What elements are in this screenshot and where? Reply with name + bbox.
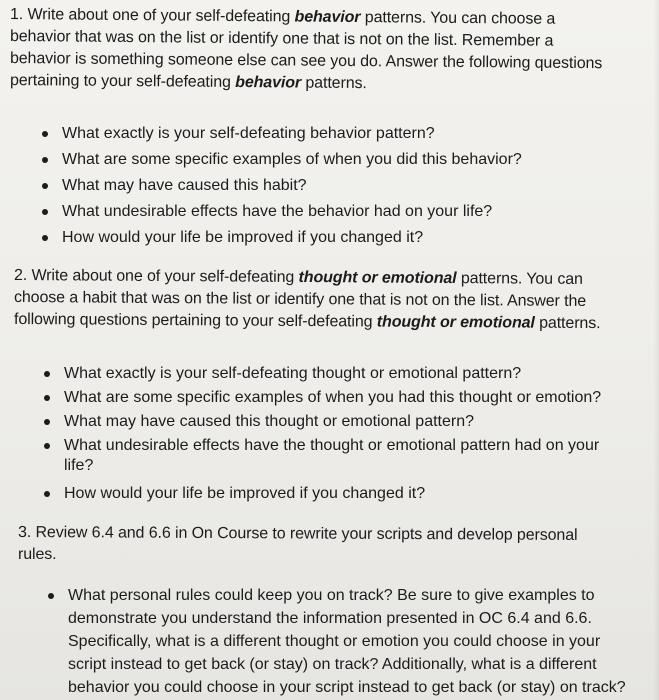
section2-line1: 2. Write about one of your self-defeating thought or emotional patterns. You can — [13, 267, 583, 288]
bullet-icon — [44, 491, 50, 497]
list-item: What are some specific examples of when you did this behavior? — [40, 150, 522, 170]
list-item: What are some specific examples of when you had this thought or emotion? — [42, 388, 601, 408]
bullet-icon — [42, 235, 48, 241]
list-item: What personal rules could keep you on track? Be sure to give examples to demonstrate you understand the information presented in OC 6.4 and 6.6. Specifically, what is a different thought or emotion you could choose in your script instead to get back (or stay) on track? Additionally, what is a different behavior you could choose in your script instead to get back (or stay) on track? — [46, 584, 626, 699]
list-item: What exactly is your self-defeating thought or emotional pattern? — [42, 364, 601, 384]
bullet-icon — [48, 593, 54, 599]
section1-line3: behavior is something someone else can see you do. Answer the following questions — [9, 50, 603, 73]
section1-line1: 1. Write about one of your self-defeating behavior patterns. You can choose a — [9, 6, 556, 28]
bullet-icon — [44, 419, 50, 425]
section1-line2: behavior that was on the list or identify one that is not on the list. Remember a — [9, 28, 554, 50]
list-item: What may have caused this habit? — [40, 176, 522, 196]
bullet-icon — [42, 209, 48, 215]
bullet-icon — [42, 157, 48, 163]
list-item: What undesirable effects have the thought or emotional pattern had on your life? — [42, 436, 601, 476]
section1-prompt — [10, 4, 602, 92]
section3-line2: rules. — [18, 546, 57, 563]
section3-prompt — [18, 522, 578, 566]
section2-line3: following questions pertaining to your self-defeating thought or emotional patterns. — [13, 311, 601, 333]
list-item: How would your life be improved if you changed it? — [42, 484, 601, 504]
section2-bullet-list — [42, 364, 601, 508]
bullet-icon — [42, 183, 48, 189]
section3-line1: 3. Review 6.4 and 6.6 in On Course to rewrite your scripts and develop personal — [17, 524, 578, 544]
section2-line2: choose a habit that was on the list or identify one that is not on the list. Answer the — [13, 289, 587, 310]
section3-bullet-list — [46, 584, 626, 699]
section2-prompt — [14, 265, 601, 331]
section1-bullet-list — [40, 124, 522, 254]
list-item: What may have caused this thought or emotional pattern? — [42, 412, 601, 432]
bullet-icon — [44, 443, 50, 449]
list-item: How would your life be improved if you changed it? — [40, 228, 522, 248]
section1-line4: pertaining to your self-defeating behavior patterns. — [9, 72, 367, 93]
list-item: What exactly is your self-defeating behavior pattern? — [40, 124, 522, 144]
bullet-icon — [44, 395, 50, 401]
list-item: What undesirable effects have the behavior had on your life? — [40, 202, 522, 222]
page-edge-shadow — [653, 0, 659, 700]
bullet-icon — [42, 131, 48, 137]
bullet-icon — [44, 371, 50, 377]
